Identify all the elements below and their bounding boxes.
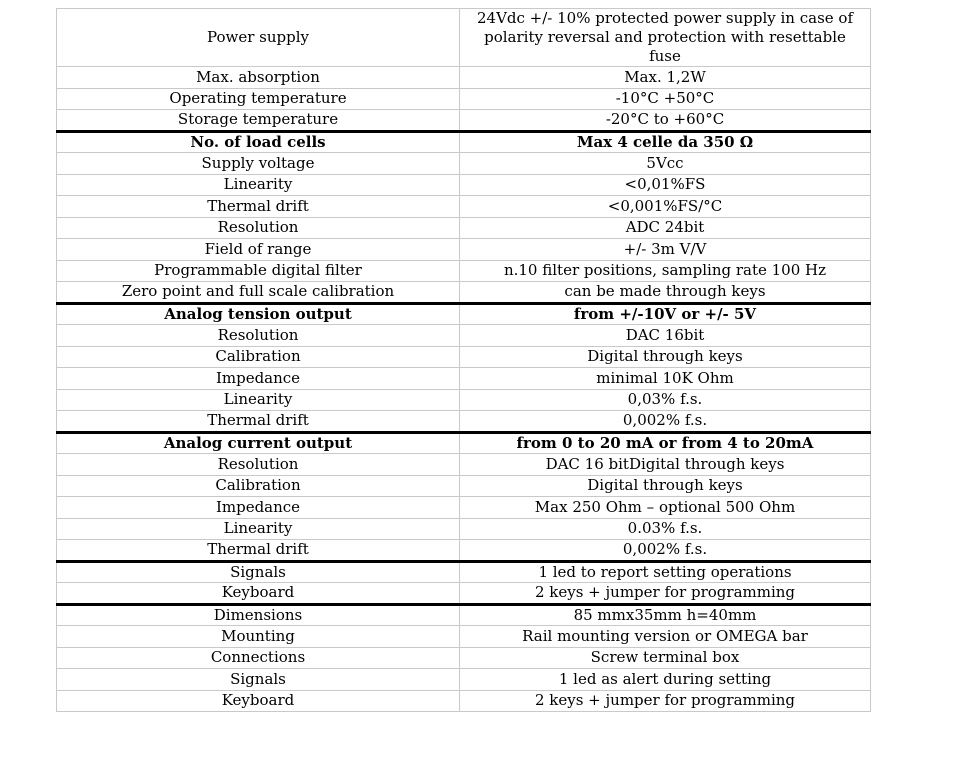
spec-row — [57, 346, 871, 368]
spec-row — [57, 110, 871, 132]
spec-label: Linearity — [57, 174, 460, 196]
spec-value: Screw terminal box — [460, 647, 871, 669]
spec-label: Calibration — [57, 475, 460, 497]
spec-row — [57, 217, 871, 239]
spec-label: Analog tension output — [57, 303, 460, 325]
spec-row — [57, 540, 871, 562]
spec-value: <0,001%FS/°C — [460, 196, 871, 218]
spec-label: Dimensions — [57, 604, 460, 626]
spec-row — [57, 153, 871, 175]
spec-value: from +/-10V or +/- 5V — [460, 303, 871, 325]
spec-label: Max. absorption — [57, 67, 460, 89]
spec-label: Resolution — [57, 217, 460, 239]
spec-row — [57, 325, 871, 347]
spec-row — [57, 88, 871, 110]
spec-row — [57, 561, 871, 583]
spec-value: Digital through keys — [460, 346, 871, 368]
spec-label: Calibration — [57, 346, 460, 368]
spec-row — [57, 260, 871, 282]
spec-label: Storage temperature — [57, 110, 460, 132]
spec-row — [57, 518, 871, 540]
spec-value: DAC 16 bitDigital through keys — [460, 454, 871, 476]
spec-label: Analog current output — [57, 432, 460, 454]
spec-value: 5Vcc — [460, 153, 871, 175]
spec-row — [57, 432, 871, 454]
spec-value: 0,03% f.s. — [460, 389, 871, 411]
spec-row — [57, 475, 871, 497]
spec-label: Thermal drift — [57, 540, 460, 562]
spec-label: Zero point and full scale calibration — [57, 282, 460, 304]
spec-row — [57, 174, 871, 196]
spec-row — [57, 67, 871, 89]
spec-row — [57, 497, 871, 519]
spec-value: +/- 3m V/V — [460, 239, 871, 261]
spec-row — [57, 647, 871, 669]
spec-value: n.10 filter positions, sampling rate 100 Hz — [460, 260, 871, 282]
spec-value: 0,002% f.s. — [460, 411, 871, 433]
spec-label: Field of range — [57, 239, 460, 261]
spec-value: Max. 1,2W — [460, 67, 871, 89]
spec-label: Impedance — [57, 497, 460, 519]
spec-row — [57, 454, 871, 476]
spec-value: Digital through keys — [460, 475, 871, 497]
spec-label: Thermal drift — [57, 411, 460, 433]
spec-label: No. of load cells — [57, 131, 460, 153]
spec-value: 0,002% f.s. — [460, 540, 871, 562]
spec-row — [57, 411, 871, 433]
spec-label: Power supply — [57, 9, 460, 67]
spec-row — [57, 368, 871, 390]
spec-value: 2 keys + jumper for programming — [460, 690, 871, 712]
spec-label: Keyboard — [57, 690, 460, 712]
spec-label: Resolution — [57, 325, 460, 347]
spec-row — [57, 196, 871, 218]
spec-value: minimal 10K Ohm — [460, 368, 871, 390]
spec-label: Programmable digital filter — [57, 260, 460, 282]
spec-value: 85 mmx35mm h=40mm — [460, 604, 871, 626]
spec-value: 1 led as alert during setting — [460, 669, 871, 691]
spec-row — [57, 9, 871, 67]
spec-row — [57, 669, 871, 691]
spec-table-body — [57, 9, 871, 712]
spec-value: <0,01%FS — [460, 174, 871, 196]
spec-value: 1 led to report setting operations — [460, 561, 871, 583]
spec-label: Thermal drift — [57, 196, 460, 218]
spec-value: 24Vdc +/- 10% protected power supply in case of polarity reversal and protection with resettable fuse — [460, 9, 871, 67]
spec-value: DAC 16bit — [460, 325, 871, 347]
spec-label: Signals — [57, 561, 460, 583]
spec-value: Max 250 Ohm – optional 500 Ohm — [460, 497, 871, 519]
spec-row — [57, 131, 871, 153]
spec-label: Keyboard — [57, 583, 460, 605]
spec-label: Mounting — [57, 626, 460, 648]
spec-value: -20°C to +60°C — [460, 110, 871, 132]
spec-row — [57, 239, 871, 261]
spec-row — [57, 583, 871, 605]
spec-row — [57, 604, 871, 626]
spec-value: -10°C +50°C — [460, 88, 871, 110]
spec-label: Linearity — [57, 518, 460, 540]
spec-value: ADC 24bit — [460, 217, 871, 239]
spec-value: can be made through keys — [460, 282, 871, 304]
spec-row — [57, 282, 871, 304]
spec-value: from 0 to 20 mA or from 4 to 20mA — [460, 432, 871, 454]
spec-label: Supply voltage — [57, 153, 460, 175]
spec-row — [57, 389, 871, 411]
spec-value: Max 4 celle da 350 Ω — [460, 131, 871, 153]
spec-label: Operating temperature — [57, 88, 460, 110]
spec-label: Impedance — [57, 368, 460, 390]
spec-table — [56, 8, 871, 712]
spec-label: Resolution — [57, 454, 460, 476]
spec-value: Rail mounting version or OMEGA bar — [460, 626, 871, 648]
spec-row — [57, 626, 871, 648]
spec-label: Linearity — [57, 389, 460, 411]
spec-value: 0.03% f.s. — [460, 518, 871, 540]
spec-label: Signals — [57, 669, 460, 691]
spec-row — [57, 690, 871, 712]
spec-label: Connections — [57, 647, 460, 669]
spec-value: 2 keys + jumper for programming — [460, 583, 871, 605]
spec-row — [57, 303, 871, 325]
